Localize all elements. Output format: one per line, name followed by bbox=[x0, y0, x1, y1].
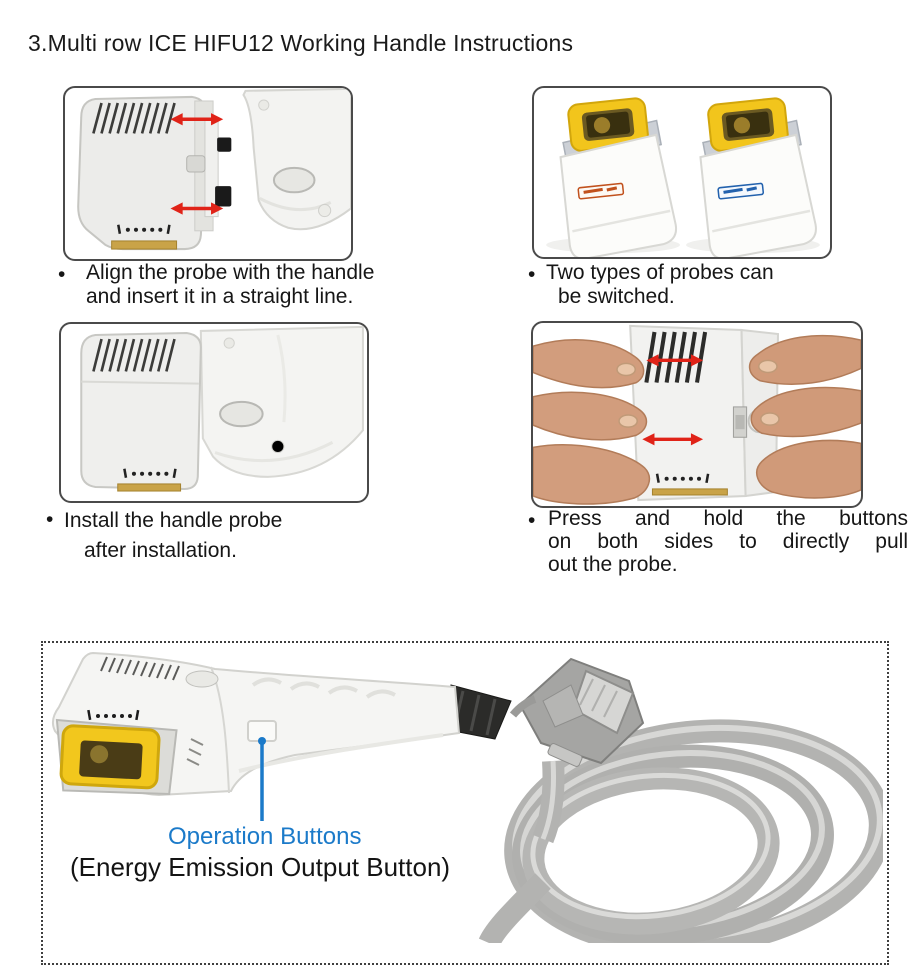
caption-line: out the probe. bbox=[548, 553, 678, 576]
probe-red-variant bbox=[555, 95, 678, 257]
caption-line: Two types of probes can bbox=[546, 261, 774, 284]
caption-line: on both sides to directly pull bbox=[548, 530, 908, 553]
caption-line: Align the probe with the handle bbox=[86, 261, 375, 284]
bullet: • bbox=[528, 509, 536, 532]
figure-installed-handle bbox=[59, 322, 369, 503]
transducer-tip bbox=[53, 720, 176, 796]
page-title: 3.Multi row ICE HIFU12 Working Handle Instructions bbox=[28, 30, 574, 56]
caption-line: Install the handle probe bbox=[64, 509, 283, 532]
handle-cable-illustration bbox=[43, 643, 883, 943]
handle-overview-panel bbox=[41, 641, 889, 965]
operation-buttons-label: Operation Buttons bbox=[168, 823, 362, 850]
probe-blue-variant bbox=[695, 95, 818, 257]
figure-two-probes bbox=[532, 86, 832, 259]
figure-press-buttons bbox=[531, 321, 863, 508]
caption-line: after installation. bbox=[84, 539, 237, 562]
caption-two-probes bbox=[546, 261, 774, 309]
two-probes-illustration bbox=[534, 88, 830, 257]
caption-line: be switched. bbox=[558, 285, 675, 308]
caption-line: and insert it in a straight line. bbox=[86, 285, 354, 308]
latch-button-bottom bbox=[215, 186, 231, 206]
caption-install-handle bbox=[64, 506, 282, 566]
right-hand bbox=[750, 336, 861, 498]
installed-handle-illustration bbox=[61, 324, 367, 501]
probe-body bbox=[81, 333, 201, 491]
caption-remove-probe bbox=[548, 507, 908, 576]
bullet: • bbox=[58, 263, 66, 286]
caption-line: Press and hold the buttons bbox=[548, 507, 908, 530]
caption-align-probe bbox=[86, 261, 374, 309]
gold-contact-strip bbox=[652, 489, 727, 495]
latch-button-top bbox=[217, 137, 231, 151]
bullet: • bbox=[46, 508, 54, 531]
align-probe-illustration bbox=[65, 88, 351, 259]
energy-emission-label: (Energy Emission Output Button) bbox=[70, 852, 451, 882]
callout-anchor-dot bbox=[258, 737, 266, 745]
left-hand bbox=[533, 340, 649, 504]
figure-align-probe bbox=[63, 86, 353, 261]
top-button bbox=[186, 671, 218, 687]
bullet: • bbox=[528, 263, 536, 286]
handle-body bbox=[201, 327, 363, 477]
gold-contact-strip bbox=[112, 241, 177, 249]
press-buttons-illustration bbox=[533, 323, 861, 506]
gold-contact-strip bbox=[118, 484, 181, 491]
handle-body bbox=[243, 89, 351, 229]
